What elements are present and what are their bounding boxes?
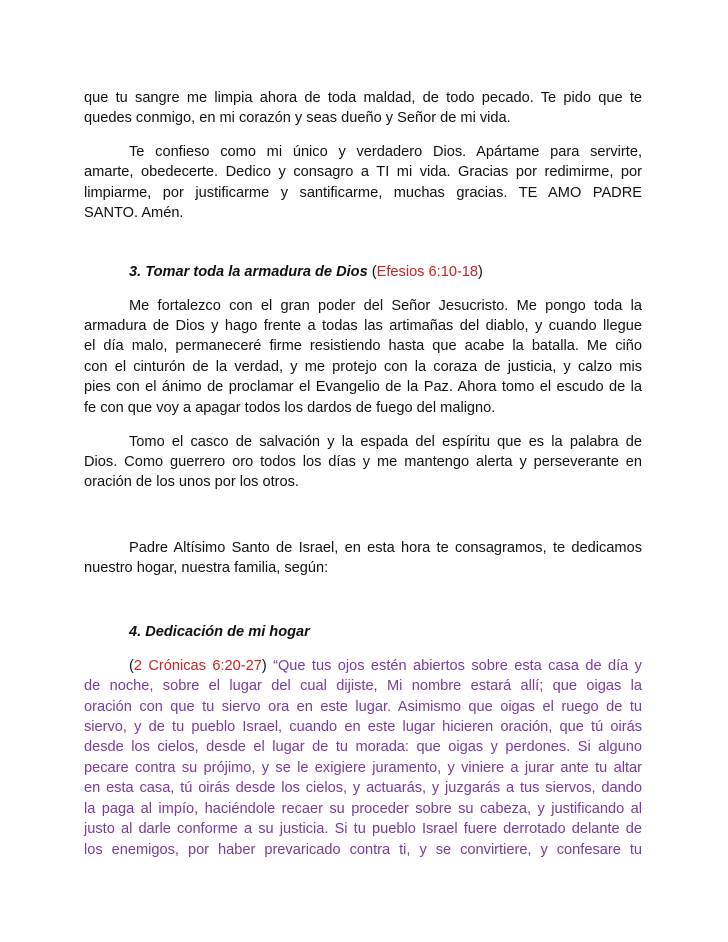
paren-open: ( [129,658,134,674]
paragraph-2-line-3: limpiarme, por justificarme y santificarme, muchas gracias. TE AMO PADRE [84,185,642,201]
paragraph-2-line-1: Te confieso como mi único y verdadero Dios. Apártame para servirte, [129,144,642,160]
paragraph-5-line-2: nuestro hogar, nuestra familia, según: [84,560,329,576]
paragraph-4-line-3: oración de los unos por los otros. [84,474,299,490]
paragraph-6-line-1 [129,656,642,676]
paragraph-6-line-5: desde los cielos, desde el lugar de tu morada: que oigas y perdones. Si alguno [84,739,642,755]
paragraph-3-line-6: fe con que voy a apagar todos los dardos de fuego del maligno. [84,400,496,416]
paragraph-6-line-4: siervo, y de tu pueblo Israel, cuando en este lugar hicieren oración, que tú oirás [84,719,642,735]
paragraph-6-line-9: justo al darle conforme a su justicia. Si tu pueblo Israel fuere derrotado delante de [84,821,642,837]
paragraph-3-line-2: armadura de Dios y hago frente a todas las artimañas del diablo, y cuando llegue [84,318,642,334]
heading-paren-open: ( [367,264,377,280]
heading-title: 3. Tomar toda la armadura de Dios [129,264,368,280]
paragraph-3-line-1: Me fortalezco con el gran poder del Señor Jesucristo. Me pongo toda la [129,298,642,314]
paragraph-4-line-1: Tomo el casco de salvación y la espada del espíritu que es la palabra de [129,434,642,450]
paragraph-2-line-2: amarte, obedecerte. Dedico y consagro a TI mi vida. Gracias por redimirme, por [84,164,642,180]
section-heading-hogar: 4. Dedicación de mi hogar [129,624,310,640]
paragraph-1-line-1: que tu sangre me limpia ahora de toda maldad, de todo pecado. Te pido que te [84,90,642,106]
paragraph-6-line-8: la paga al impío, haciéndole recaer su proceder sobre su cabeza, y justificando al [84,801,642,817]
paragraph-1-line-2: quedes conmigo, en mi corazón y seas dueño y Señor de mi vida. [84,110,511,126]
paragraph-6-line-3: oración con que tu siervo ora en este lugar. Asimismo que oigas el ruego de tu [84,699,642,715]
paragraph-3-line-3: el día malo, permaneceré firme resistiendo hasta que acabe la batalla. Me ciño [84,338,642,354]
quote-text: “Que tus ojos estén abiertos sobre esta casa de día y [273,658,642,674]
paragraph-3-line-4: con el cinturón de la verdad, y me protejo con la coraza de justicia, y calzo mis [84,359,642,375]
paragraph-5-line-1: Padre Altísimo Santo de Israel, en esta hora te consagramos, te dedicamos [129,540,642,556]
paragraph-3-line-5: pies con el ánimo de proclamar el Evangelio de la Paz. Ahora tomo el escudo de la [84,379,642,395]
paragraph-4-line-2: Dios. Como guerrero oro todos los días y me mantengo alerta y perseverante en [84,454,642,470]
section-heading-armadura [129,262,642,282]
paragraph-2-line-4: SANTO. Amén. [84,205,184,221]
bible-reference-link[interactable]: 2 Crónicas 6:20-27 [133,658,262,674]
paragraph-6-line-10: los enemigos, por haber prevaricado contra ti, y se convirtiere, y confesare tu [84,842,642,858]
paragraph-6-line-6: pecare contra su prójimo, y se le exigiere juramento, y viniere a jurar ante tu altar [84,760,642,776]
paragraph-6-line-2: de noche, sobre el lugar del cual dijiste, Mi nombre estará allí; que oigas la [84,678,642,694]
bible-reference-link[interactable]: Efesios 6:10-18 [376,264,479,280]
paren-close: ) [261,658,274,674]
heading-paren-close: ) [478,264,483,280]
paragraph-6-line-7: en esta casa, tú oirás desde los cielos, y actuarás, y juzgarás a tus siervos, dando [84,780,642,796]
